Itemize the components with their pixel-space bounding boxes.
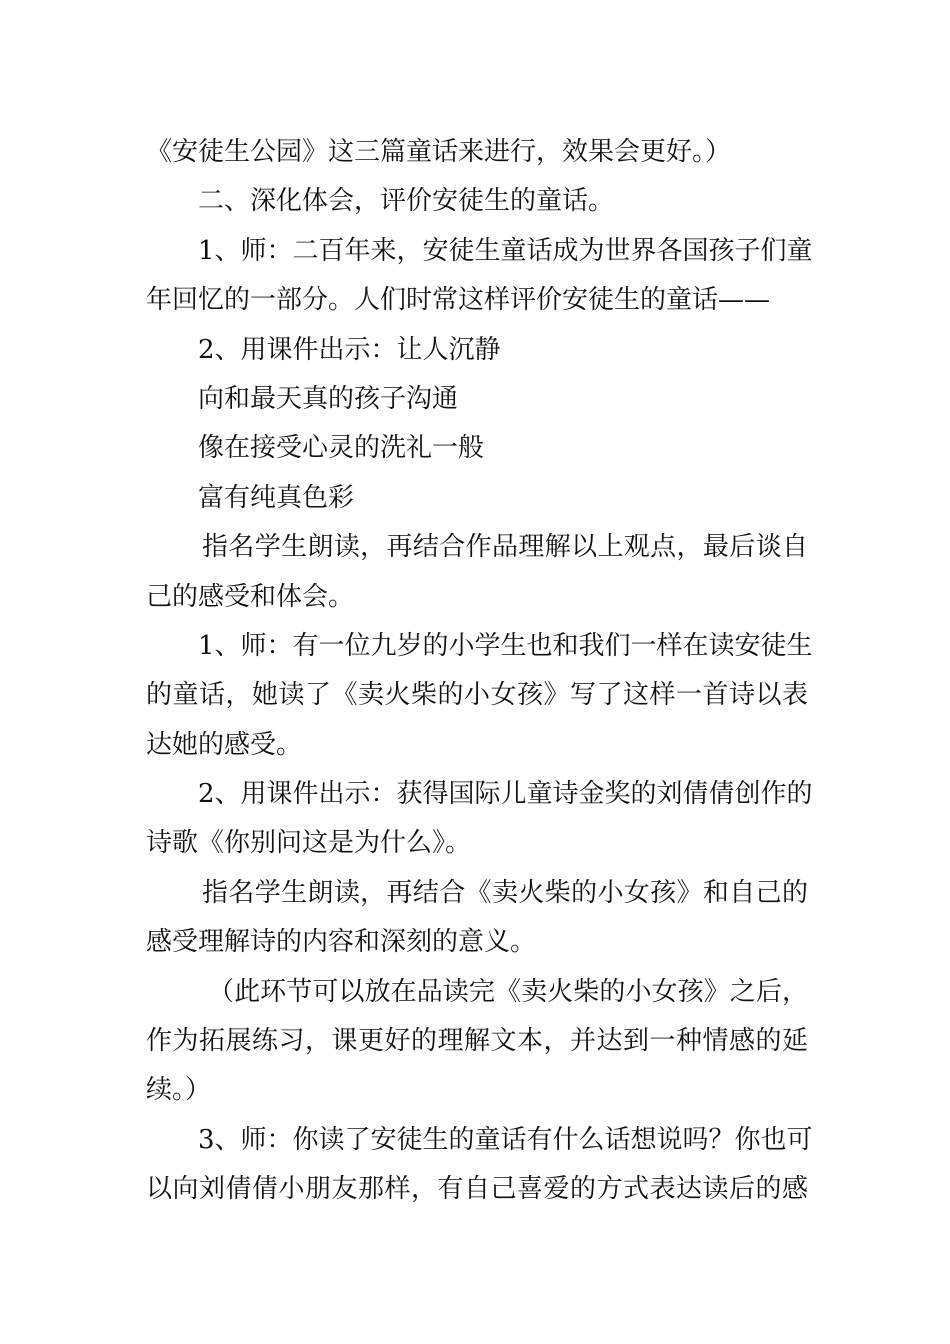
text-line: 达她的感受。 [146,729,303,760]
document-body [146,128,813,1215]
text-line: 《安徒生公园》这三篇童话来进行，效果会更好。） [146,137,732,167]
text-line: 3、师：你读了安徒生的童话有什么话想说吗？你也可 [198,1124,813,1155]
text-line: 诗歌《你别问这是为什么》。 [146,828,472,859]
text-line: 1、师：二百年来，安徒生童话成为世界各国孩子们童 [198,235,813,266]
text-line: 向和最天真的孩子沟通 [198,383,459,414]
section-heading: 二、深化体会，评价安徒生的童话。 [198,186,615,217]
text-line: 指名学生朗读，再结合作品理解以上观点，最后谈自 [202,532,808,563]
text-line: 1、师：有一位九岁的小学生也和我们一样在读安徒生 [198,630,813,661]
text-line: 作为拓展练习，课更好的理解文本，并达到一种情感的延 [146,1026,808,1057]
text-line: 2、用课件出示：让人沉静 [198,334,501,365]
text-line: 指名学生朗读，再结合《卖火柴的小女孩》和自己的 [202,877,808,908]
text-line: （此环节可以放在品读完《卖火柴的小女孩》之后， [208,976,808,1007]
text-line: 富有纯真色彩 [198,482,355,513]
text-line: 续。） [146,1075,212,1106]
text-line: 己的感受和体会。 [146,581,355,612]
text-line: 2、用课件出示：获得国际儿童诗金奖的刘倩倩创作的 [198,779,813,810]
text-line: 的童话，她读了《卖火柴的小女孩》写了这样一首诗以表 [146,680,808,711]
text-line: 像在接受心灵的洗礼一般 [198,433,485,464]
text-line: 以向刘倩倩小朋友那样，有自己喜爱的方式表达读后的感 [146,1174,808,1205]
text-line: 感受理解诗的内容和深刻的意义。 [146,927,537,958]
text-line: 年回忆的一部分。人们时常这样评价安徒生的童话—— [146,285,771,316]
